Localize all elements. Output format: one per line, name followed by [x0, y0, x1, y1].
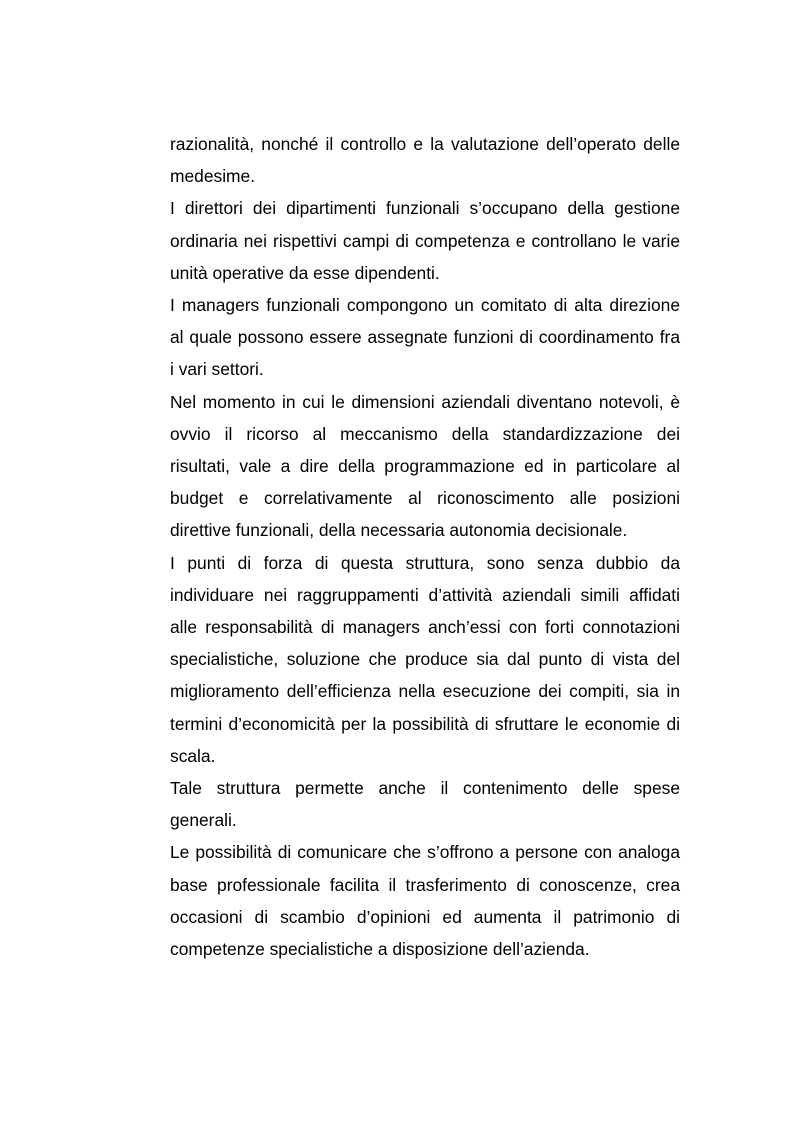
paragraph-5: I punti di forza di questa struttura, sono senza dubbio da individuare nei raggruppamenti d’attività aziendali simili affidati alle responsabilità di managers anch’essi con forti connotazioni specialistiche, soluzione che produce sia dal punto di vista del miglioramento dell’efficienza nella esecuzione dei compiti, sia in termini d’economicità per la possibilità di sfruttare le economie di scala. [170, 552, 680, 766]
paragraph-7: Le possibilità di comunicare che s’offrono a persone con analoga base professionale facilita il trasferimento di conoscenze, crea occasioni di scambio d’opinioni ed aumenta il patrimonio di competenze specialistiche a disposizione dell’azienda. [170, 842, 680, 960]
document-body [170, 128, 680, 965]
paragraph-2: I direttori dei dipartimenti funzionali s’occupano della gestione ordinaria nei rispettivi campi di competenza e controllano le varie unità operative da esse dipendenti. [170, 198, 680, 283]
paragraph-3: I managers funzionali compongono un comitato di alta direzione al quale possono essere assegnate funzioni di coordinamento fra i vari settori. [170, 295, 680, 380]
paragraph-6: Tale struttura permette anche il contenimento delle spese generali. [170, 778, 680, 831]
paragraph-1: razionalità, nonché il controllo e la valutazione dell’operato delle medesime. [170, 134, 680, 187]
paragraph-4: Nel momento in cui le dimensioni aziendali diventano notevoli, è ovvio il ricorso al meccanismo della standardizzazione dei risultati, vale a dire della programmazione ed in particolare al budget e correlativamente al riconoscimento alle posizioni direttive funzionali, della necessaria autonomia decisionale. [170, 391, 680, 541]
